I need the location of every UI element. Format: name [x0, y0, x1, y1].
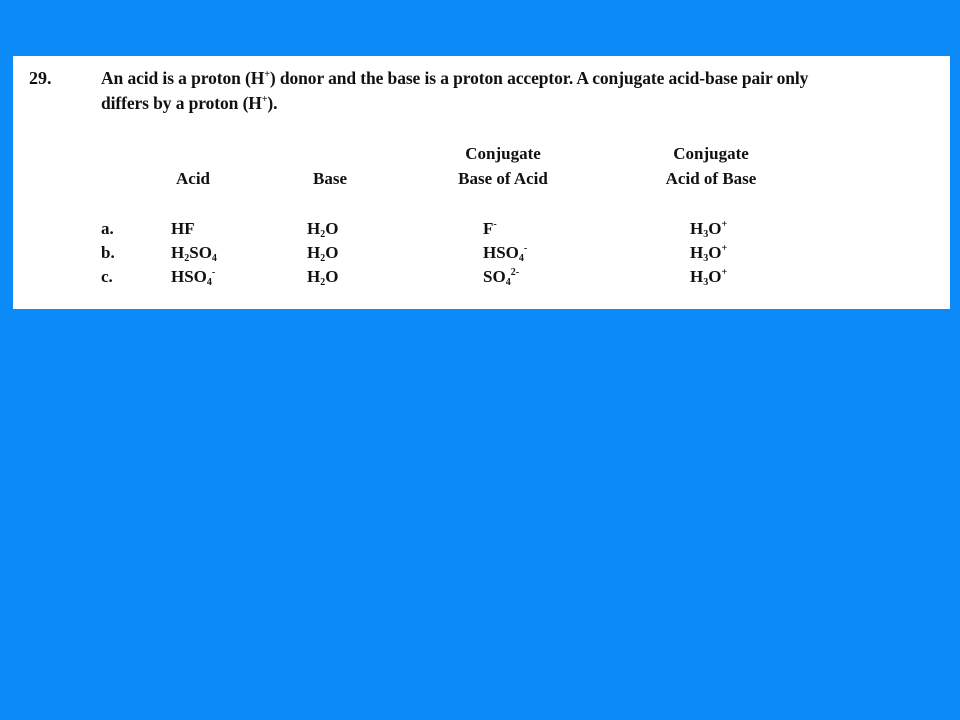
- conjugate-base-cell: F-: [483, 219, 497, 238]
- conjugate-acid-cell: $H_3O^+$: [690, 219, 728, 240]
- acid-cell: HF: [171, 219, 195, 238]
- header-acid: Acid: [176, 169, 210, 188]
- row-label: c.: [101, 267, 113, 286]
- conjugate-acid-cell: $H_3O^+$: [690, 243, 728, 264]
- question-line-2: differs by a proton (H+).: [101, 93, 278, 113]
- conjugate-base-cell: $SO_4^{2-}$: [483, 267, 520, 288]
- row-label: b.: [101, 243, 115, 262]
- header-conjugate-acid: Conjugate Acid of Base: [665, 144, 757, 188]
- question-text: [101, 66, 946, 116]
- base-cell: $H_2O$: [307, 243, 339, 264]
- conjugate-acid-cell: $H_3O^+$: [690, 267, 728, 288]
- question-card: [13, 56, 950, 309]
- conjugate-base-cell: $HSO_4^-$: [483, 243, 528, 264]
- question-line-1: An acid is a proton (H+) donor and the base is a proton acceptor. A conjugate acid-base pair only: [101, 68, 809, 88]
- acid-cell: $H_2SO_4$: [171, 243, 217, 264]
- base-cell: $H_2O$: [307, 267, 339, 288]
- question-number: 29.: [29, 68, 52, 88]
- header-base: Base: [313, 169, 347, 188]
- acid-cell: $HSO_4^-$: [171, 267, 216, 288]
- base-cell: $H_2O$: [307, 219, 339, 240]
- row-label: a.: [101, 219, 114, 238]
- header-conjugate-base: Conjugate Base of Acid: [458, 144, 548, 188]
